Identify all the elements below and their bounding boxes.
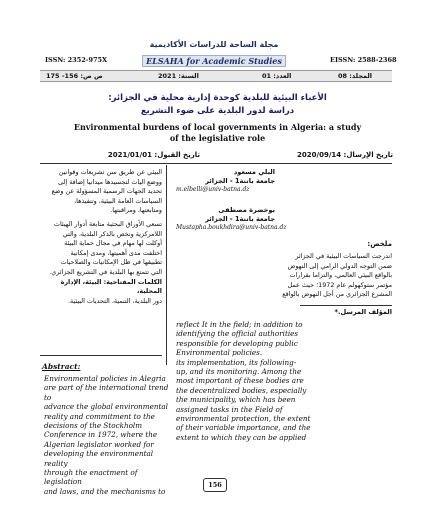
title-english-line2: of the legislative role <box>169 133 266 143</box>
issue-number: العدد: 01 <box>262 72 292 80</box>
abstract-en-line: up, and its monitoring. Among the <box>176 367 302 377</box>
date-sent: تاريخ الإرسال: 2020/09/14 <box>297 151 393 159</box>
abstract-en-line: extent to which they can be applied <box>176 432 307 442</box>
issue-year: السنة: 2021 <box>158 72 199 80</box>
abstract-en-line: Environmental policies in Alegria <box>44 374 166 383</box>
left-ar-line: اللامركزية ونخص بالذكر البلدية، والتي <box>62 229 162 238</box>
left-ar-line: تحديد الجهات الرسمية المسؤولة عن وضع <box>51 187 162 196</box>
abstract-en-line: Algerian legislator worked for <box>44 439 154 449</box>
page-number: 156 <box>203 478 227 492</box>
left-ar-line: ووضع اليات لتجسيدها ميدانيا إضافة إلى <box>58 177 162 186</box>
abstract-ar-line: مؤتمر ستوكهولم عام 1972؛ حيث عمل <box>287 280 392 289</box>
abstract-en-line: assigned tasks in the Field of <box>176 404 283 414</box>
abstract-rule <box>40 355 162 356</box>
abstract-ar-line: المشرع الجزائري من أجل النهوض بالواقع <box>282 290 392 299</box>
left-ar-line: تسعى الأوراق البحثية متابعة أدوار الهيئات <box>53 219 162 228</box>
author2-email: Mustapha.boukhdira@univ-batna.dz <box>176 224 287 231</box>
issn-electronic: EISSN: 2588-2368 <box>330 56 397 64</box>
abstract-ar-line: ضمن التوجه الدولي الرامي إلى النهوض <box>287 261 392 270</box>
footnote-rule <box>300 305 392 306</box>
keywords-line: الكلمات المفتاحية: البيئة، الإدارة المحلية، <box>60 277 162 296</box>
abstract-en-line: Environmental policies. <box>176 348 263 358</box>
abstract-ar-heading: ملخص: <box>367 240 392 248</box>
abstract-en-line: identifying the official authorities <box>176 329 299 339</box>
abstract-en-line: reflect It in the field; in addition to <box>176 320 303 329</box>
issue-volume: المجلد: 08 <box>338 72 373 80</box>
left-ar-line: البيئي عن طريق سن تشريعات وقوانين <box>58 168 162 176</box>
abstract-ar-line: بالواقع البيئي العالمي، والتزاما بقرارات <box>289 271 392 280</box>
abstract-en-line: the municipality, which has been <box>176 395 296 405</box>
dates-divider <box>40 163 392 164</box>
author2-name: بوخضرة مصطفى <box>218 206 275 214</box>
abstract-english-right <box>176 320 392 442</box>
abstract-en-line: of their variable importance, and the <box>176 423 311 433</box>
title-arabic-line2: دراسة لدور البلدية على ضوء التشريع <box>140 106 295 116</box>
journal-logo <box>118 40 310 68</box>
authors-block-2 <box>175 206 275 224</box>
abstract-en-line: environmental protection, the extent <box>176 414 311 424</box>
left-ar-line: ومتابعتها، ومراقبتها. <box>110 206 162 215</box>
abstract-en-line: are part of the international trend to <box>44 383 169 402</box>
abstract-en-line: and laws, and the mechanisms to <box>44 486 166 496</box>
journal-arabic-name: مجلة الساحة للدراسات الأكاديمية <box>149 40 279 49</box>
left-ar-line: التي تتمتع بها البلدية في التشريع الجزائري. <box>49 267 162 276</box>
abstract-en-line: Conference in 1972, where the <box>44 430 158 440</box>
journal-english-name: ELSAHA for Academic Studies <box>142 55 286 67</box>
left-ar-line: أوكلت لها مهام في مجال حماية البيئة <box>64 239 162 248</box>
left-ar-line: السياسات العامة البيئية، وتنفيذها، <box>74 196 162 205</box>
abstract-en-line: decisions of the Stockholm <box>44 421 143 431</box>
issue-pages: ص ص: 156- 175 <box>46 72 103 80</box>
corresponding-author: المؤلف المرسل.* <box>334 308 392 316</box>
abstract-en-line: advance the global environmental <box>44 402 168 412</box>
abstract-en-line: reality and commitment to the <box>44 411 155 421</box>
abstract-english-left <box>44 374 169 496</box>
authors-block <box>175 168 275 186</box>
abstract-arabic <box>172 252 392 300</box>
abstract-en-line: responsible for developing public <box>176 338 298 348</box>
author1-email: m.elbelli@univ-batna.dz <box>176 186 250 193</box>
abstract-ar-line: اندرجت السياسات البيئية في الجزائر <box>295 252 392 260</box>
abstract-en-line: developing the environmental reality <box>44 449 154 468</box>
abstract-en-line: through the enactment of legislation <box>44 468 138 487</box>
title-arabic-line1: الأعباء البيئية للبلدية كوحدة إدارية محلية في الجزائر: <box>108 93 327 103</box>
abstract-en-line: the decentralized bodies, especially <box>176 385 307 395</box>
left-arabic-column <box>40 168 162 306</box>
abstract-en-heading: Abstract: <box>42 362 81 371</box>
abstract-en-line: its implementation, its following- <box>176 357 297 367</box>
author2-affiliation: جامعة باتنة1 - الجزائر <box>205 215 275 223</box>
issn-print: ISSN: 2352-975X <box>45 56 108 64</box>
column-divider <box>166 165 167 365</box>
left-ar-line: تطبيقها في ظل الإمكانيات والصلاحيات <box>60 258 162 267</box>
abstract-en-line: most important of these bodies are <box>176 376 304 386</box>
date-accepted: تاريخ القبول: 2021/01/01 <box>107 151 200 159</box>
title-english-line1: Environmental burdens of local governments in Algeria: a study <box>73 122 362 132</box>
issue-band <box>40 70 392 82</box>
author1-affiliation: جامعة باتنة1 - الجزائر <box>205 177 275 185</box>
left-ar-line: اختلفت مدى أهميتها، ومدى إمكانية <box>70 248 162 257</box>
keywords-line: دور البلدية، التنمية، التحديات البيئية. <box>68 296 162 305</box>
author1-name: البلي مسعود <box>233 168 275 176</box>
